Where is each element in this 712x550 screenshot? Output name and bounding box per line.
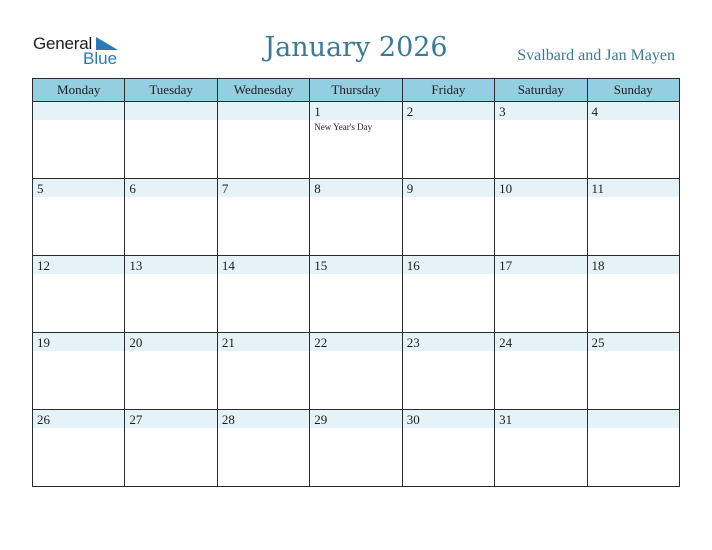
day-date-band (125, 179, 216, 197)
day-cell (402, 102, 494, 179)
day-number: 31 (499, 412, 513, 427)
week-row (33, 333, 680, 410)
day-cell (217, 179, 309, 256)
day-cell (402, 333, 494, 410)
day-cell (310, 256, 402, 333)
day-number: 1 (314, 104, 321, 119)
weekday-header: Monday (33, 79, 125, 102)
day-number: 23 (406, 335, 420, 350)
day-cell (125, 333, 217, 410)
day-number: 14 (221, 258, 235, 273)
logo-text-general: General (33, 34, 93, 53)
day-number: 5 (37, 181, 44, 196)
day-number: 10 (499, 181, 513, 196)
day-number: 8 (314, 181, 321, 196)
day-number: 26 (37, 412, 50, 427)
calendar-grid (32, 78, 680, 487)
day-cell (217, 256, 309, 333)
day-cell (217, 102, 309, 179)
day-number: 16 (406, 258, 420, 273)
day-number: 27 (129, 412, 143, 427)
day-number: 4 (591, 104, 599, 119)
day-number: 19 (37, 335, 50, 350)
weekday-header-row (33, 79, 680, 102)
day-cell (33, 410, 125, 487)
day-number: 17 (499, 258, 513, 273)
day-cell (125, 256, 217, 333)
day-cell (125, 410, 217, 487)
day-number: 18 (591, 258, 605, 273)
day-cell (587, 410, 679, 487)
day-date-band (33, 179, 124, 197)
day-cell (33, 256, 125, 333)
day-cell (587, 102, 679, 179)
day-cell (495, 102, 587, 179)
holiday-label: New Year's Day (314, 122, 373, 132)
day-number: 25 (591, 335, 605, 350)
day-cell (310, 410, 402, 487)
day-cell (402, 410, 494, 487)
day-date-band (218, 179, 309, 197)
calendar-title: January 2026 (264, 32, 448, 63)
day-number: 21 (221, 335, 235, 350)
day-date-band (125, 102, 216, 120)
day-number: 24 (499, 335, 513, 350)
day-number: 22 (314, 335, 328, 350)
day-cell (217, 410, 309, 487)
day-number: 15 (314, 258, 328, 273)
day-number: 6 (129, 181, 136, 196)
day-cell (310, 179, 402, 256)
day-number: 28 (221, 412, 235, 427)
day-cell (495, 179, 587, 256)
day-date-band (218, 102, 309, 120)
day-cell (495, 333, 587, 410)
day-number: 7 (221, 181, 229, 196)
day-cell (587, 333, 679, 410)
day-cell (33, 102, 125, 179)
day-cell (310, 102, 402, 179)
day-number: 3 (499, 104, 506, 119)
region-name: Svalbard and Jan Mayen (517, 47, 675, 64)
day-cell (587, 256, 679, 333)
day-number: 30 (406, 412, 420, 427)
day-cell (495, 410, 587, 487)
day-date-band (588, 410, 679, 428)
weekday-header: Saturday (495, 79, 587, 102)
day-number: 12 (37, 258, 50, 273)
day-date-band (33, 102, 124, 120)
day-cell (125, 179, 217, 256)
day-cell (587, 179, 679, 256)
week-row (33, 256, 680, 333)
day-cell (402, 256, 494, 333)
day-number: 13 (129, 258, 143, 273)
day-number: 9 (406, 181, 414, 196)
day-cell (33, 179, 125, 256)
weekday-header: Tuesday (125, 79, 217, 102)
day-number: 2 (406, 104, 414, 119)
day-cell (495, 256, 587, 333)
day-cell (33, 333, 125, 410)
day-cell (217, 333, 309, 410)
day-cell (310, 333, 402, 410)
day-date-band (588, 102, 679, 120)
day-date-band (310, 179, 401, 197)
week-row (33, 179, 680, 256)
day-date-band (403, 102, 494, 120)
week-row (33, 102, 680, 179)
day-number: 11 (591, 181, 605, 196)
day-number: 29 (314, 412, 328, 427)
weekday-header: Friday (402, 79, 494, 102)
day-cell (402, 179, 494, 256)
weekday-header: Thursday (310, 79, 402, 102)
weekday-header: Wednesday (217, 79, 309, 102)
day-number: 20 (129, 335, 143, 350)
day-date-band (310, 102, 401, 120)
day-date-band (403, 179, 494, 197)
weekday-header: Sunday (587, 79, 679, 102)
day-date-band (495, 102, 586, 120)
logo-text-blue: Blue (83, 49, 118, 68)
day-cell (125, 102, 217, 179)
week-row (33, 410, 680, 487)
